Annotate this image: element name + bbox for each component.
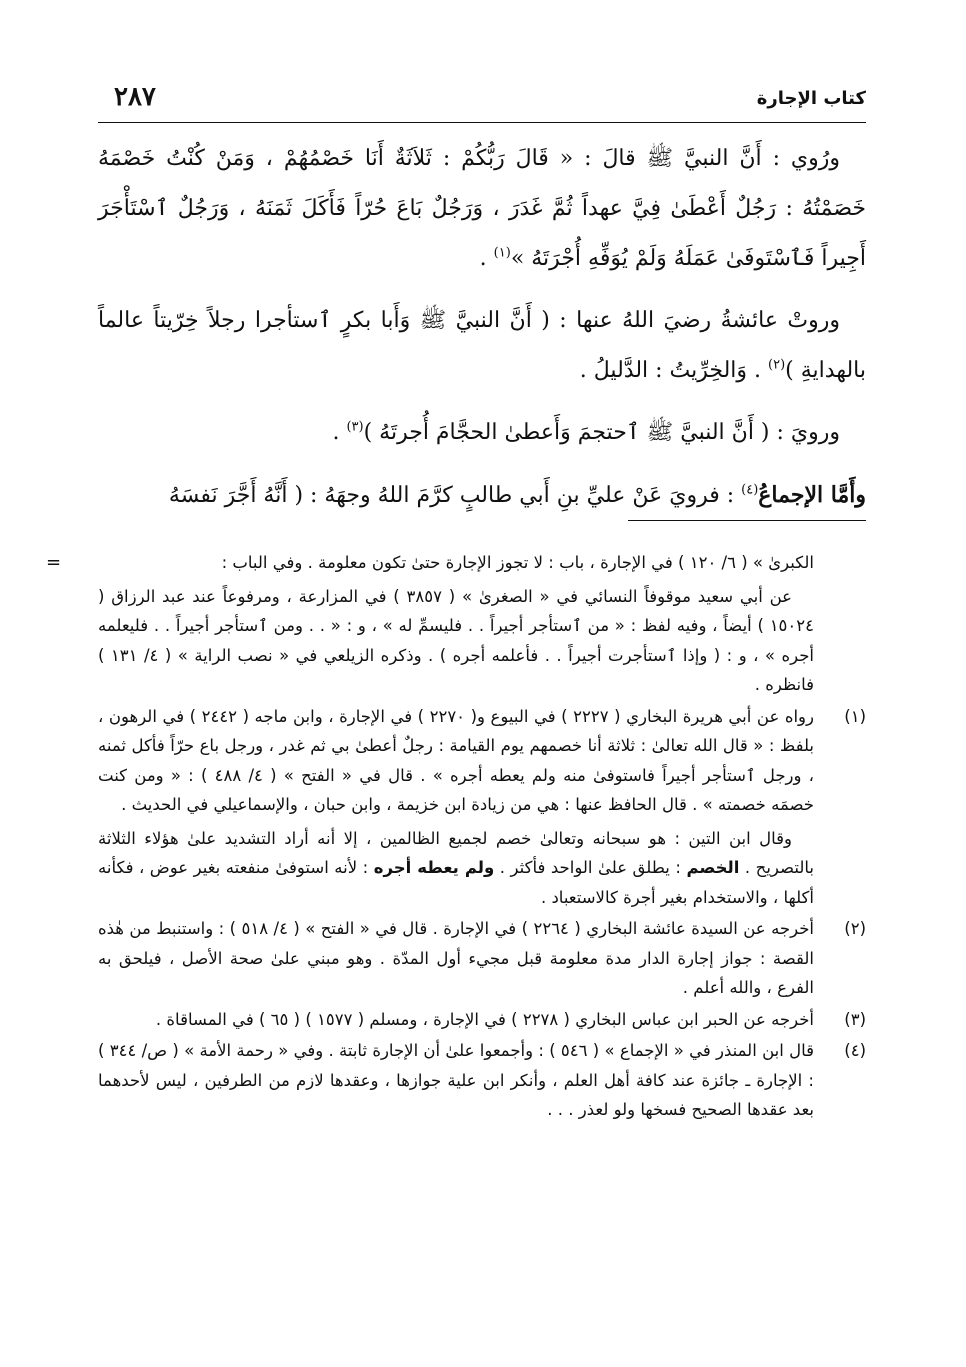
footnote-number: (٣) bbox=[844, 1009, 866, 1029]
footnote-number: (٤) bbox=[844, 1041, 866, 1060]
footnotes bbox=[46, 548, 866, 1127]
paragraph-text: وروتْ عائشةُ رضيَ اللهُ عنها : ( أَنَّ النبيَّ ﷺ وَأَبا بكرٍ ٱستأجرا رجلاً خِرّيتاً عالماً بالهدايةِ ) bbox=[98, 308, 866, 383]
footnote-paragraph bbox=[98, 824, 814, 913]
paragraph-end: . bbox=[479, 246, 494, 271]
page-header bbox=[98, 82, 866, 120]
footnote-text: الكبرىٰ » ( ٦/ ١٢٠ ) في الإجارة ، باب : لا تجوز الإجارة حتىٰ تكون معلومة . وفي الباب : bbox=[221, 553, 814, 572]
footnote-segment: وقال ابن التين : هو سبحانه وتعالىٰ خصم لجميع الظالمين ، إلا أنه أراد التشديد علىٰ هؤلاء الثلاثة بالتصريح . bbox=[98, 828, 814, 877]
footnote-segment: : يطلق علىٰ الواحد فأكثر . bbox=[494, 858, 687, 877]
footnote-text: رواه عن أبي هريرة البخاري ( ٢٢٢٧ ) في البيوع و( ٢٢٧٠ ) في الإجارة ، وابن ماجه ( ٢٤٤٢ ) في الرهون ، بلفظ : « قال الله تعالىٰ : ثلاثة أنا خصمهم يوم القيامة : رجلٌ أعطىٰ بي ثم غدر ، ورجل باع حرّاً فأكل ثمنه ، ورجل ٱستأجر أجيراً فاستوفىٰ منه ولم يعطه أجره » . قال في « الفتح » ( ٤/ ٤٨٨ ) : « ومن كنت خصمَه خصمته » . قال الحافظ عنها : هي من زيادة ابن خزيمة ، وابن حبان ، والإسماعيلي في الحديث . bbox=[98, 706, 815, 814]
paragraph-end: . bbox=[332, 420, 347, 445]
continuation-mark: = bbox=[46, 552, 62, 573]
footnote-text: أخرجه عن السيدة عائشة البخاري ( ٢٢٦٤ ) في الإجارة . قال في « الفتح » ( ٤/ ٥١٨ ) : واستنبط من هٰذه القصة : جواز إجارة الدار مدة معلومة قبل مجيء أول المدّة . وهو مبني علىٰ صحة الأصل ، فيلحق به الفرع ، والله أعلم . bbox=[98, 919, 815, 997]
paragraph-aisha bbox=[98, 296, 866, 396]
footnote-ref: (٤) bbox=[741, 482, 759, 498]
paragraph-text: ورُوي : أَنَّ النبيَّ ﷺ قالَ : « قَالَ رَبُّكُمْ : ثَلاَثَةٌ أَنَا خَصْمُهُمْ ، وَمَنْ كُنْتُ خَصْمَهُ خَصَمْتُهُ : رَجُلٌ أَعْطَىٰ فِيَّ عهداً ثُمَّ غَدَرَ ، وَرَجُلٌ بَاعَ حُرّاً فَأَكَلَ ثَمَنَهُ ، وَرَجُلٌ ٱسْتَأْجَرَ أَجِيراً فَٱسْتَوفَىٰ عَمَلَهُ وَلَمْ يُوَفِّهِ أُجْرَتَهُ » bbox=[98, 146, 866, 271]
footnote-text: أخرجه عن الحبر ابن عباس البخاري ( ٢٢٧٨ ) في الإجارة ، ومسلم ( ١٥٧٧ ) ( ٦٥ ) في المساقاة . bbox=[155, 1009, 814, 1029]
page-number: ٢٨٧ bbox=[114, 82, 156, 112]
footnote-number: (٢) bbox=[844, 919, 866, 938]
main-text bbox=[98, 134, 866, 533]
paragraph-text: ورويَ : ( أَنَّ النبيَّ ﷺ ٱحتجمَ وَأَعطىٰ الحجَّامَ أُجرتَهُ ) bbox=[363, 420, 840, 445]
footnote-text: قال ابن المنذر في « الإجماع » ( ٥٤٦ ) : وأجمعوا علىٰ أن الإجارة ثابتة . وفي « رحمة الأمة » ( ص/ ٣٤٤ ) : الإجارة ـ جائزة عند كافة أهل العلم ، وأنكر ابن علية جوازها ، وعقدها لازم من الطرفين ، ليس لأحدهما بعد عقدها الصحيح فسخها ولو لعذر . . . bbox=[98, 1041, 814, 1119]
footnote-1 bbox=[98, 702, 866, 913]
footnote-keyword: ولم يعطه أجره bbox=[373, 858, 495, 877]
paragraph-text: : فرويَ عَنْ عليِّ بنِ أَبي طالبٍ كرَّمَ اللهُ وجهَهُ : ( أَنَّهُ أَجَّرَ نَفسَهُ bbox=[168, 483, 742, 508]
paragraph-end: . وَالخِرِّيتُ : الدَّليلُ . bbox=[579, 358, 769, 383]
footnote-keyword: الخصم bbox=[686, 858, 740, 877]
paragraph-hijama bbox=[98, 408, 866, 458]
footnote-ref: (٢) bbox=[768, 357, 786, 373]
footnote-ref: (١) bbox=[493, 245, 511, 261]
footnote-2 bbox=[98, 914, 866, 1003]
footnote-4 bbox=[98, 1036, 866, 1125]
footnote-3 bbox=[98, 1005, 866, 1035]
footnote-ref: (٣) bbox=[346, 419, 364, 435]
footnote-number: (١) bbox=[844, 706, 866, 726]
footnote-segment: : لأنه استوفىٰ منفعته بغير عوض ، فكأنه أكلها ، والاستخدام بغير أجرة كالاستعباد . bbox=[98, 858, 814, 907]
footnote-separator bbox=[628, 520, 866, 521]
running-title: كتاب الإجارة bbox=[756, 88, 866, 109]
paragraph-hadith-three bbox=[98, 134, 866, 284]
footnote-continuation bbox=[46, 548, 866, 700]
paragraph-ijma bbox=[98, 470, 866, 521]
section-heading-ijma: وأَمَّا الإجماعُ bbox=[758, 482, 866, 508]
header-rule bbox=[98, 122, 866, 123]
footnote-paragraph: عن أبي سعيد موقوفاً النسائي في « الصغرىٰ » ( ٣٨٥٧ ) في المزارعة ، ومرفوعاً عند عبد الرزاق ( ١٥٠٢٤ ) أيضاً ، وفيه لفظ : « من ٱستأجر أجيراً . . فليسمِّ له » ، و : « . . ومن ٱستأجر أجيراً . . فليعلمه أجره » ، و : ( وإذا ٱستأجرت أجيراً . . فأعلمه أجره ) . وذكره الزيلعي في « نصب الراية » ( ٤/ ١٣١ ) فانظره . bbox=[98, 586, 814, 694]
